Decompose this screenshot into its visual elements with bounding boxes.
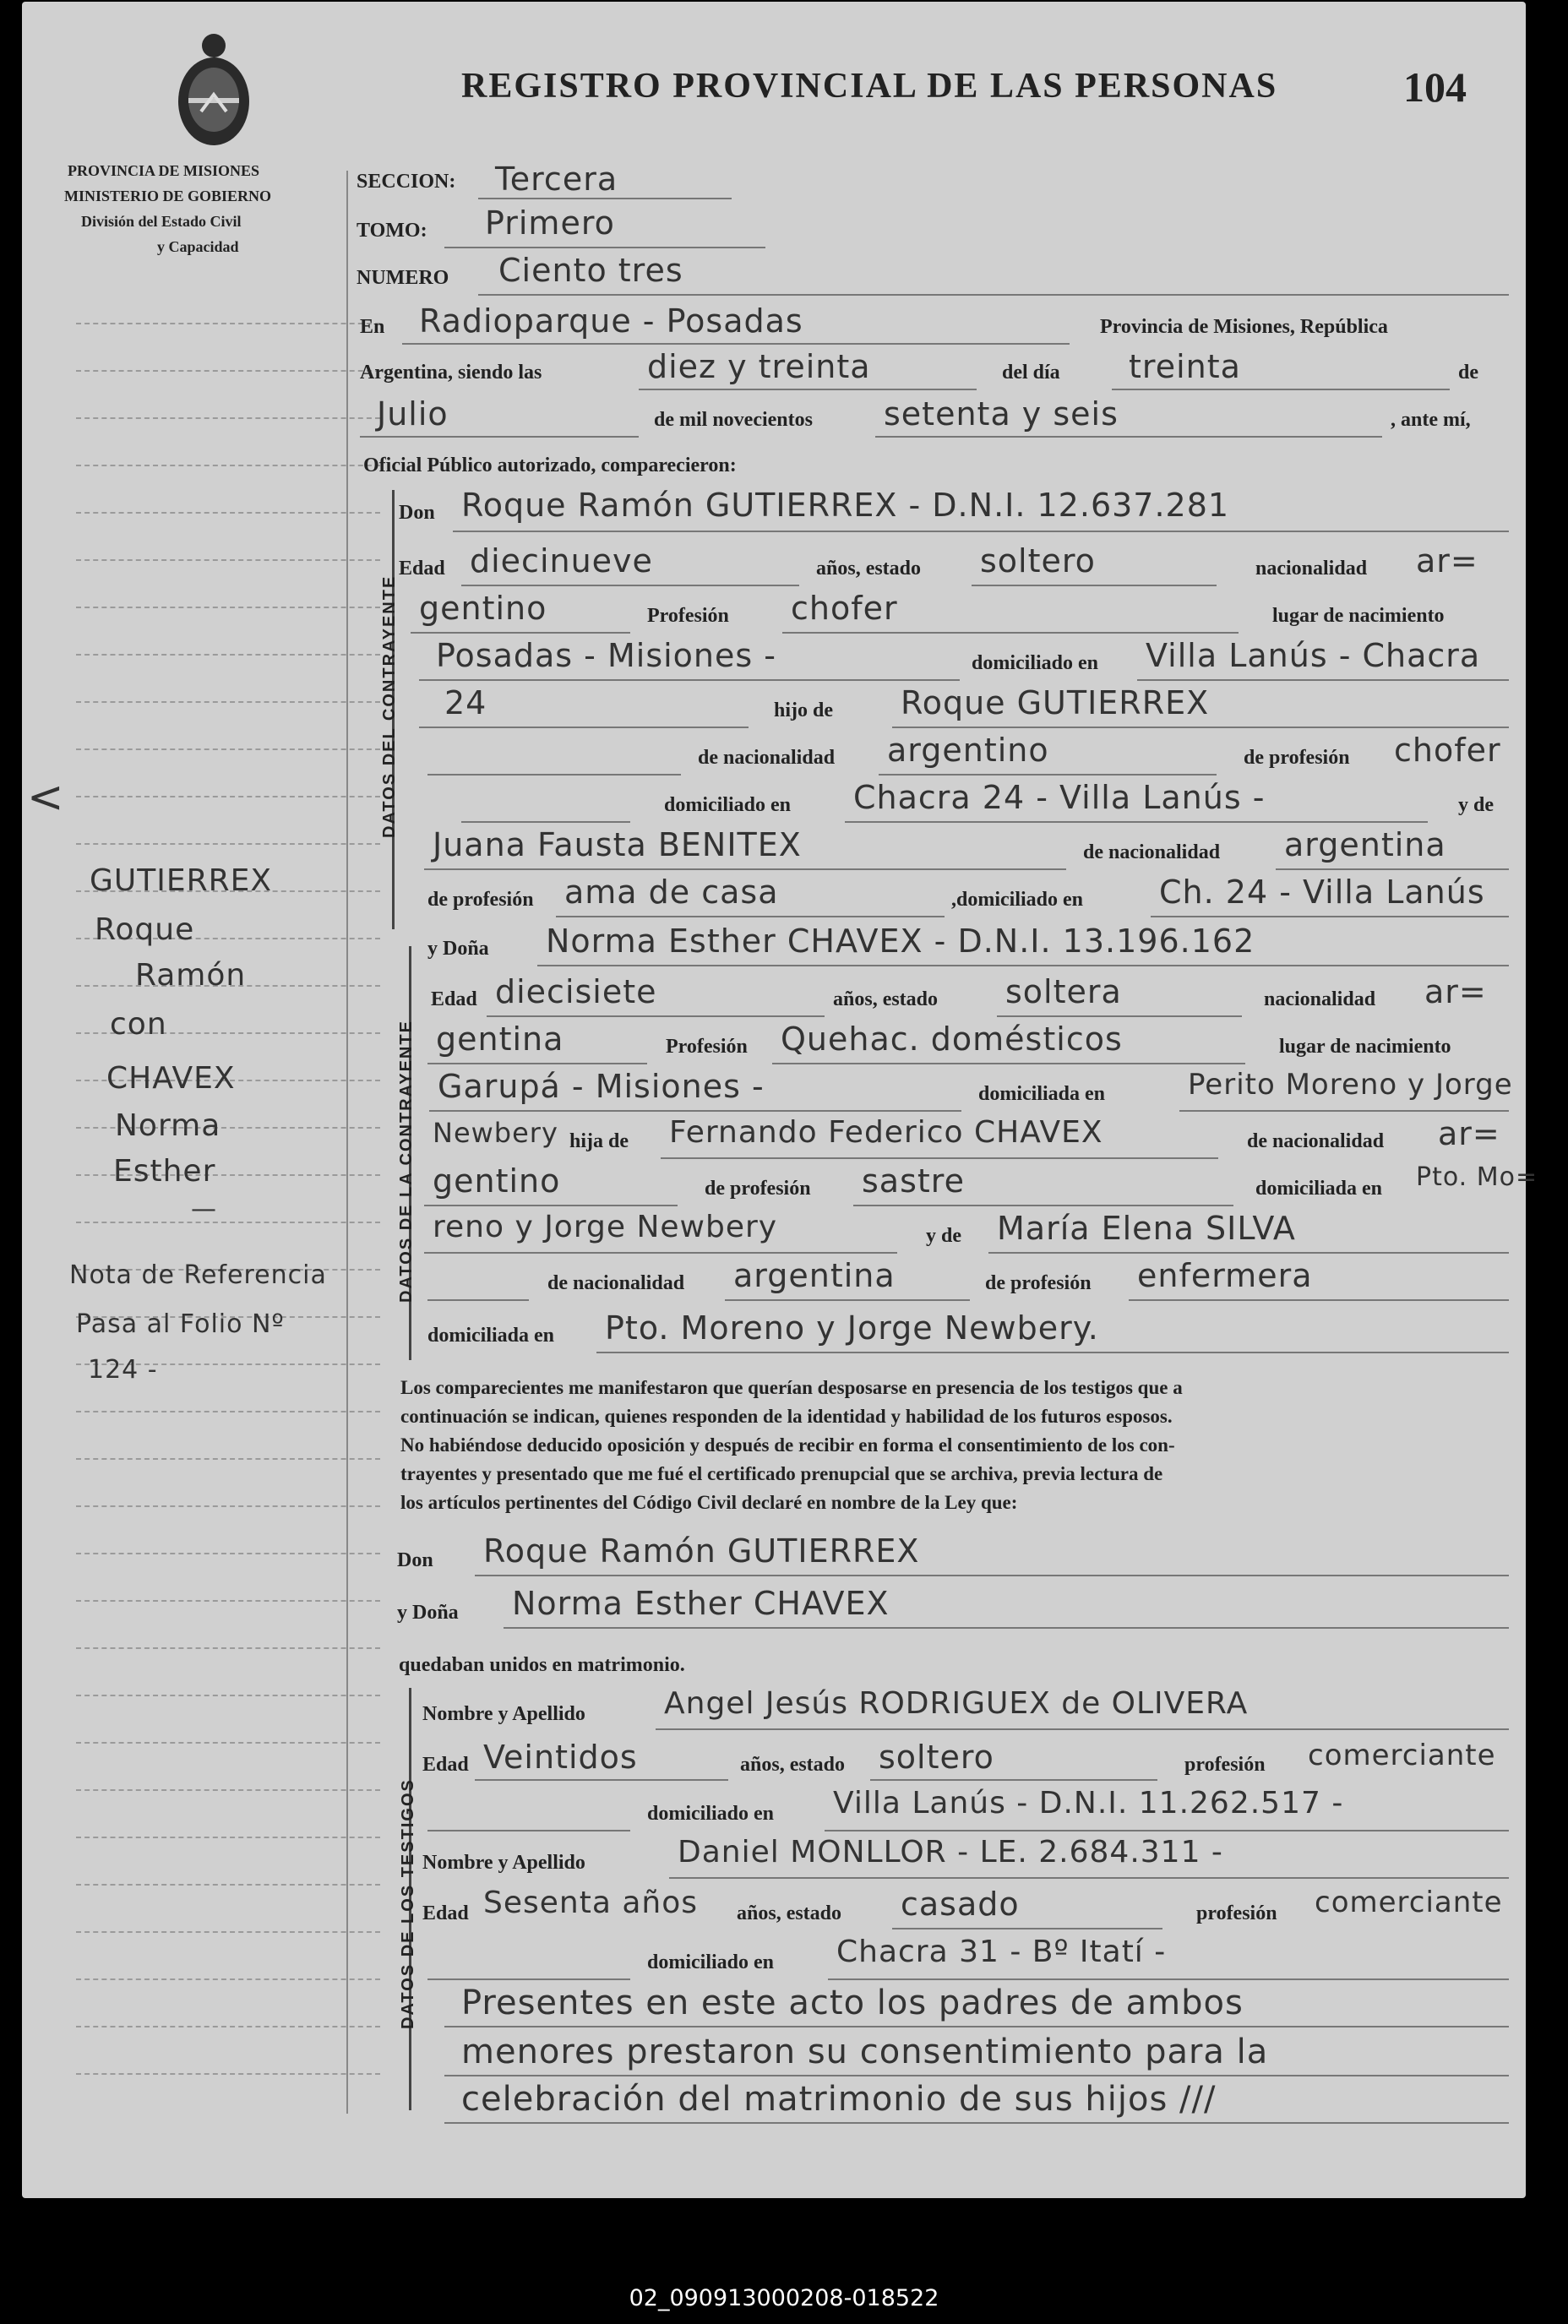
profesion-label: Profesión — [647, 605, 729, 627]
margin-rule — [76, 654, 380, 656]
testigo1-nombre-line — [656, 1728, 1509, 1730]
de-nacionalidad-label-2: de nacionalidad — [1083, 841, 1221, 863]
contrayente-nacionalidad-a: ar= — [1416, 542, 1478, 580]
padre-nacionalidad-line — [879, 774, 1217, 776]
contrayente-domicilio-b: 24 — [444, 684, 487, 721]
margin-name-2: Roque — [95, 912, 195, 947]
nacionalidad-label: nacionalidad — [1255, 558, 1368, 580]
margin-name-8: — — [191, 1195, 217, 1224]
nota-line-3-rule — [444, 2122, 1509, 2124]
contrayente-edad-line — [461, 585, 799, 586]
margin-name-7: Esther — [113, 1154, 216, 1189]
margin-rule — [76, 512, 380, 514]
de-nacionalidad-label: de nacionalidad — [698, 747, 836, 769]
blank-line-2 — [461, 821, 630, 823]
padre-domicilio-line — [845, 821, 1428, 823]
contrayente-f-estado: soltera — [1005, 973, 1122, 1010]
madre-nacionalidad: argentina — [1284, 826, 1446, 863]
margin-rule — [76, 559, 380, 561]
parrafo-line-4: trayentes y presentado que me fué el certificado prenupcial que se archiva, previa lectura de — [400, 1463, 1163, 1484]
blank-line-4 — [427, 1830, 630, 1831]
margin-rule — [76, 417, 380, 419]
contrayente-f-nacionalidad-b: gentina — [436, 1020, 564, 1058]
edad-label-t2: Edad — [422, 1902, 469, 1924]
testigo2-domicilio: Chacra 31 - Bº Itatí - — [836, 1935, 1167, 1969]
contrayente-edad: diecinueve — [470, 542, 653, 580]
anos-estado-label-f: años, estado — [833, 988, 939, 1010]
contrayente-nacionalidad-b: gentino — [419, 590, 547, 627]
dia-line — [1112, 389, 1450, 390]
tomo-label: TOMO: — [357, 220, 427, 242]
org-line-1: PROVINCIA DE MISIONES — [68, 162, 260, 179]
nota-line-1-rule — [444, 2026, 1509, 2027]
margin-rule — [76, 1789, 380, 1791]
de-mil-label: de mil novecientos — [654, 409, 813, 431]
testigos-vertical-label: DATOS DE LOS TESTIGOS — [399, 1778, 417, 2029]
testigo1-edad-line — [475, 1779, 728, 1781]
de-label: de — [1458, 362, 1478, 384]
f-nacionalidad-b-line — [427, 1063, 647, 1064]
mes-line — [360, 436, 639, 438]
provincia-label: Provincia de Misiones, República — [1100, 316, 1388, 338]
dona-final-line — [504, 1627, 1509, 1629]
don-final-line — [475, 1575, 1509, 1576]
margin-name-3: Ramón — [135, 958, 247, 993]
margin-rule — [76, 465, 380, 466]
nota-line-1: Presentes en este acto los padres de ambos — [461, 1984, 1244, 2022]
contrayente-f-domicilio: Perito Moreno y Jorge — [1188, 1068, 1513, 1102]
contrayente-f-nombre-line — [537, 965, 1509, 966]
margin-rule — [76, 1411, 380, 1412]
del-dia-label: del día — [1002, 362, 1060, 384]
de-nacionalidad-label-f2: de nacionalidad — [547, 1272, 685, 1294]
margin-rule — [76, 843, 380, 845]
testigo1-edad: Veintidos — [483, 1739, 638, 1776]
numero-value: Ciento tres — [498, 252, 683, 289]
contrayente-estado-line — [972, 585, 1217, 586]
en-label: En — [360, 316, 385, 338]
margin-rule — [76, 701, 380, 703]
blank-line-5 — [427, 1978, 630, 1980]
f-madre-profesion: enfermera — [1137, 1257, 1313, 1294]
contrayente-estado: soltero — [980, 542, 1096, 580]
f-padre-nacionalidad-a: ar= — [1438, 1115, 1500, 1152]
blank-line-1 — [427, 774, 681, 776]
profesion-label-f: Profesión — [666, 1036, 748, 1058]
anos-estado-label-t1: años, estado — [740, 1754, 846, 1776]
testigo1-domicilio: Villa Lanús - D.N.I. 11.262.517 - — [833, 1786, 1344, 1821]
margin-rule — [76, 323, 380, 324]
f-domicilio-line — [1179, 1110, 1509, 1112]
f-padre-domicilio-a: Pto. Mo= — [1416, 1162, 1538, 1192]
margin-divider — [346, 171, 348, 2114]
page-title: REGISTRO PROVINCIAL DE LAS PERSONAS — [461, 67, 1278, 106]
testigo1-estado-line — [870, 1779, 1157, 1781]
numero-line — [478, 294, 1509, 296]
margin-rule — [76, 1505, 380, 1507]
f-madre-line — [988, 1252, 1509, 1254]
contrayente-f-profesion: Quehac. domésticos — [781, 1020, 1123, 1058]
dia-value: treinta — [1129, 348, 1241, 385]
f-padre-line — [661, 1157, 1218, 1159]
madre-nacionalidad-line — [1276, 868, 1509, 870]
domiciliada-en-label-3: domiciliada en — [427, 1325, 555, 1347]
margin-rule — [76, 748, 380, 750]
contrayente-domicilio-a: Villa Lanús - Chacra — [1146, 637, 1481, 674]
parrafo-line-3: No habiéndose deducido oposición y después de recibir en forma el consentimiento de los con- — [400, 1434, 1175, 1456]
madre-profesion-line — [556, 916, 945, 917]
contrayente-vertical-label: DATOS DEL CONTRAYENTE — [380, 574, 399, 838]
ante-mi-label: , ante mí, — [1391, 409, 1471, 431]
testigo1-domicilio-line — [825, 1830, 1509, 1831]
madre-domicilio-line — [1151, 916, 1509, 917]
margin-rule — [76, 607, 380, 608]
margin-name-1: GUTIERREX — [90, 863, 273, 898]
margin-rule — [76, 1458, 380, 1460]
f-madre-nac-line — [725, 1299, 970, 1301]
domicilio-a-line — [1137, 679, 1509, 681]
padre-profesion: chofer — [1394, 732, 1501, 769]
domiciliado-en-label-t1: domiciliado en — [647, 1803, 775, 1825]
reference-note-3: 124 - — [88, 1355, 158, 1385]
margin-rule — [76, 1600, 380, 1602]
hora-value: diez y treinta — [647, 348, 871, 385]
parrafo-line-2: continuación se indican, quienes responden de la identidad y habilidad de los futuros esposos. — [400, 1406, 1173, 1427]
de-profesion-label: de profesión — [1244, 747, 1350, 769]
nacionalidad-b-line — [411, 632, 630, 634]
contrayente-profesion: chofer — [791, 590, 898, 627]
testigo2-profesion: comerciante — [1315, 1886, 1503, 1919]
hijo-de-label: hijo de — [774, 699, 834, 721]
org-line-4: y Capacidad — [157, 238, 239, 255]
profesion-line — [782, 632, 1239, 634]
margin-rule — [76, 370, 380, 372]
de-profesion-label-f: de profesión — [705, 1178, 811, 1200]
contrayente-f-estado-line — [997, 1015, 1242, 1017]
anio-value: setenta y seis — [884, 395, 1119, 433]
testigo2-nombre-line — [669, 1877, 1509, 1879]
margin-name-6: Norma — [115, 1108, 221, 1143]
parrafo-line-5: los artículos pertinentes del Código Civil declaré en nombre de la Ley que: — [400, 1492, 1018, 1513]
org-line-2: MINISTERIO DE GOBIERNO — [64, 188, 272, 204]
margin-rule — [76, 1837, 380, 1838]
testigo1-profesion: comerciante — [1308, 1739, 1496, 1772]
nacionalidad-label-f: nacionalidad — [1264, 988, 1376, 1010]
testigo2-estado-line — [892, 1928, 1162, 1929]
testigo2-domicilio-line — [828, 1978, 1509, 1980]
de-profesion-label-f2: de profesión — [985, 1272, 1092, 1294]
seccion-value: Tercera — [495, 161, 618, 198]
margin-rule — [76, 1884, 380, 1886]
domiciliado-en-label-2: domiciliado en — [664, 794, 792, 816]
margin-rule — [76, 1742, 380, 1744]
domicilio-b-line — [419, 727, 749, 728]
register-page — [22, 2, 1538, 2198]
edad-label-f: Edad — [431, 988, 477, 1010]
contrayente-f-vertical-label: DATOS DE LA CONTRAYENTE — [397, 1020, 416, 1303]
nota-line-2-rule — [444, 2075, 1509, 2076]
y-de-label-f: y de — [926, 1225, 961, 1247]
padre-line — [892, 727, 1509, 728]
padre-nombre: Roque GUTIERREX — [901, 684, 1210, 721]
margin-rule — [76, 1695, 380, 1696]
tomo-line — [444, 247, 765, 248]
f-madre-nacionalidad: argentina — [733, 1257, 896, 1294]
y-dona-label: y Doña — [427, 938, 489, 960]
contrayente-nacimiento: Posadas - Misiones - — [436, 637, 776, 674]
f-madre-domicilio: Pto. Moreno y Jorge Newbery. — [605, 1309, 1099, 1347]
contrayente-f-edad: diecisiete — [495, 973, 657, 1010]
f-profesion-line — [772, 1063, 1245, 1064]
madre-profesion: ama de casa — [564, 874, 779, 911]
f-madre-domicilio-line — [596, 1352, 1509, 1353]
testigo2-nombre: Daniel MONLLOR - LE. 2.684.311 - — [678, 1835, 1223, 1870]
f-padre-profesion: sastre — [862, 1162, 965, 1200]
hija-de-label: hija de — [569, 1130, 629, 1152]
madre-line — [424, 868, 1066, 870]
f-padre-nacionalidad-b: gentino — [433, 1162, 561, 1200]
f-nacimiento-line — [429, 1110, 961, 1112]
nombre-apellido-label-2: Nombre y Apellido — [422, 1852, 585, 1874]
oficial-label: Oficial Público autorizado, comparecieron: — [363, 454, 737, 476]
domiciliado-en-label-3: ,domiciliado en — [951, 889, 1084, 911]
domiciliado-en-label: domiciliado en — [972, 652, 1099, 674]
contrayente-f-edad-line — [487, 1015, 825, 1017]
margin-rule — [76, 1931, 380, 1933]
de-profesion-label-2: de profesión — [427, 889, 534, 911]
margin-name-4: con — [110, 1007, 167, 1042]
tomo-value: Primero — [485, 204, 615, 242]
f-padre-profesion-line — [853, 1205, 1233, 1206]
reference-note-1: Nota de Referencia — [69, 1260, 327, 1290]
madre-nombre: Juana Fausta BENITEX — [433, 826, 802, 863]
contrayente-nombre-line — [453, 531, 1509, 532]
madre-domicilio: Ch. 24 - Villa Lanús — [1159, 874, 1485, 911]
nacimiento-line — [419, 679, 960, 681]
margin-rule — [76, 1553, 380, 1554]
hora-line — [639, 389, 977, 390]
margin-bracket-mark: < — [27, 772, 65, 823]
margin-rule — [76, 1647, 380, 1649]
lugar-nacimiento-label: lugar de nacimiento — [1272, 605, 1445, 627]
contrayente-f-nombre: Norma Esther CHAVEX - D.N.I. 13.196.162 — [546, 923, 1255, 960]
contrayente-nombre: Roque Ramón GUTIERREX - D.N.I. 12.637.281 — [461, 487, 1230, 524]
margin-rule — [76, 1978, 380, 1980]
lugar-line — [402, 343, 1070, 345]
dona-final: Norma Esther CHAVEX — [512, 1585, 890, 1622]
don-label: Don — [399, 502, 435, 524]
edad-label: Edad — [399, 558, 445, 580]
blank-line-3 — [427, 1299, 529, 1301]
domiciliada-en-label-2: domiciliada en — [1255, 1178, 1383, 1200]
profesion-label-t2: profesión — [1196, 1902, 1277, 1924]
seccion-line — [478, 198, 732, 199]
parrafo-line-1: Los comparecientes me manifestaron que querían desposarse en presencia de los testigos que a — [400, 1377, 1183, 1398]
nota-line-3: celebración del matrimonio de sus hijos /// — [461, 2080, 1217, 2119]
coat-of-arms-icon — [167, 27, 260, 154]
contrayente-f-nacimiento: Garupá - Misiones - — [438, 1068, 765, 1105]
seccion-label: SECCION: — [357, 171, 456, 193]
reference-note-2: Pasa al Folio Nº — [76, 1309, 285, 1339]
padre-nacionalidad: argentino — [887, 732, 1049, 769]
margin-rule — [76, 2026, 380, 2027]
f-madre-profesion-line — [1129, 1299, 1509, 1301]
de-nacionalidad-label-f: de nacionalidad — [1247, 1130, 1385, 1152]
y-dona-label-2: y Doña — [397, 1602, 459, 1624]
nota-line-2: menores prestaron su consentimiento para la — [461, 2033, 1269, 2071]
testigo2-edad: Sesenta años — [483, 1886, 698, 1920]
f-padre-domicilio-b: reno y Jorge Newbery — [433, 1210, 778, 1244]
argentina-siendo-label: Argentina, siendo las — [360, 362, 542, 384]
mes-value: Julio — [377, 395, 449, 433]
lugar-value: Radioparque - Posadas — [419, 302, 803, 340]
edad-label-t1: Edad — [422, 1754, 469, 1776]
lugar-nacimiento-label-f: lugar de nacimiento — [1279, 1036, 1451, 1058]
domiciliada-en-label: domiciliada en — [978, 1083, 1106, 1105]
f-padre-domicilio-line — [424, 1252, 897, 1254]
margin-rule — [76, 796, 380, 797]
margin-name-5: CHAVEX — [106, 1061, 236, 1096]
margin-rule — [76, 2073, 380, 2075]
f-padre-nombre: Fernando Federico CHAVEX — [669, 1115, 1103, 1150]
numero-label: NUMERO — [357, 267, 449, 289]
nombre-apellido-label-1: Nombre y Apellido — [422, 1703, 585, 1725]
anos-estado-label-t2: años, estado — [737, 1902, 842, 1924]
f-madre-nombre: María Elena SILVA — [997, 1210, 1296, 1247]
contrayente-f-nacionalidad-a: ar= — [1424, 973, 1487, 1010]
testigo1-estado: soltero — [879, 1739, 994, 1776]
profesion-label-t1: profesión — [1184, 1754, 1266, 1776]
testigo2-estado: casado — [901, 1886, 1020, 1923]
anio-line — [875, 436, 1382, 438]
contrayente-f-domicilio-b: Newbery — [433, 1117, 558, 1149]
quedaban-label: quedaban unidos en matrimonio. — [399, 1654, 685, 1676]
don-final: Roque Ramón GUTIERREX — [483, 1532, 920, 1570]
padre-domicilio: Chacra 24 - Villa Lanús - — [853, 779, 1266, 816]
testigo1-nombre: Angel Jesús RODRIGUEX de OLIVERA — [664, 1686, 1249, 1721]
f-padre-nac-b-line — [424, 1205, 678, 1206]
domiciliado-en-label-t2: domiciliado en — [647, 1951, 775, 1973]
don-label-2: Don — [397, 1549, 433, 1571]
image-caption: 02_090913000208-018522 — [629, 2285, 939, 2311]
y-de-label: y de — [1458, 794, 1494, 816]
margin-rule — [76, 1222, 380, 1223]
anos-estado-label: años, estado — [816, 558, 922, 580]
org-line-3: División del Estado Civil — [81, 213, 242, 230]
folio-number: 104 — [1403, 63, 1467, 111]
